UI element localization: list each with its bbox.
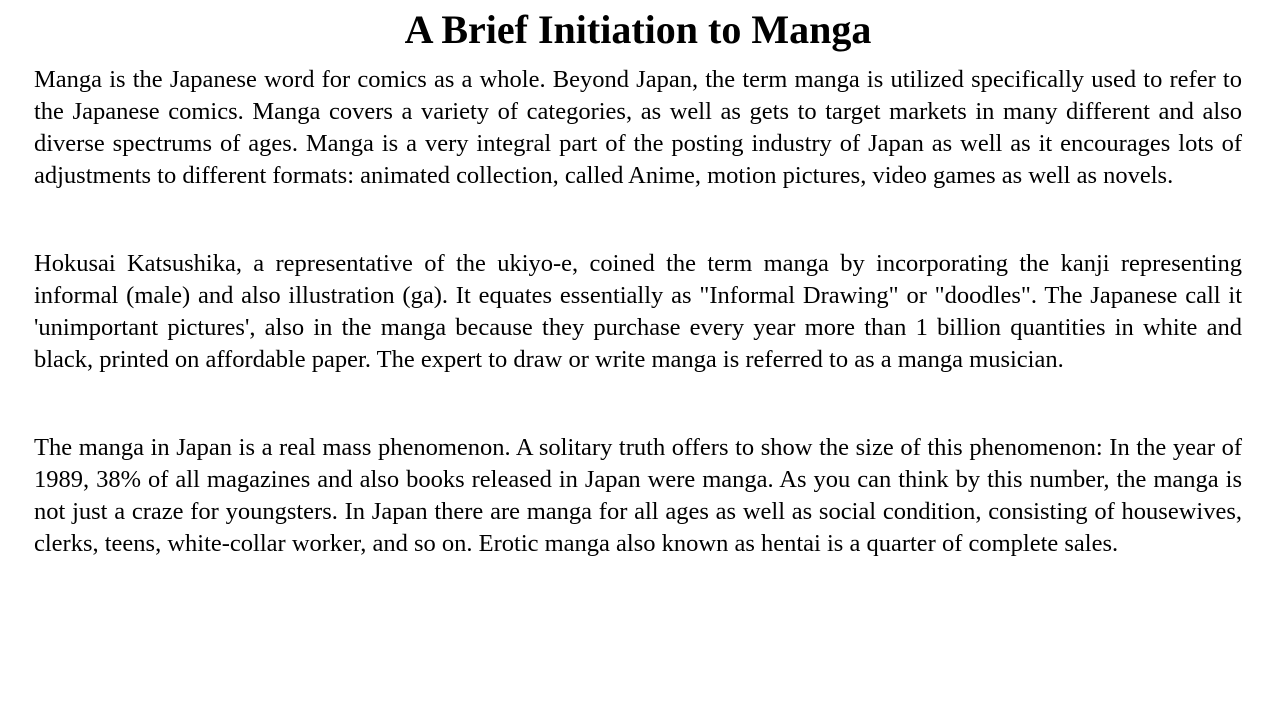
paragraph-3: The manga in Japan is a real mass phenomenon. A solitary truth offers to show the size of this phenomenon: In the year of 1989, 38% of all magazines and also books released in Japan were manga. As you can think by this number, the manga is not just a craze for youngsters. In Japan there are manga for all ages as well as social condition, consisting of housewives, clerks, teens, white-collar worker, and so on. Erotic manga also known as hentai is a quarter of complete sales. [34, 434, 1242, 557]
paragraph-1: Manga is the Japanese word for comics as a whole. Beyond Japan, the term manga is utilized specifically used to refer to the Japanese comics. Manga covers a variety of categories, as well as gets to target markets in many different and also diverse spectrums of ages. Manga is a very integral part of the posting industry of Japan as well as it encourages lots of adjustments to different formats: animated collection, called Anime, motion pictures, video games as well as novels. [34, 66, 1242, 189]
paragraph-2: Hokusai Katsushika, a representative of the ukiyo-e, coined the term manga by incorporating the kanji representing informal (male) and also illustration (ga). It equates essentially as "Informal Drawing" or "doodles". The Japanese call it 'unimportant pictures', also in the manga because they purchase every year more than 1 billion quantities in white and black, printed on affordable paper. The expert to draw or write manga is referred to as a manga musician. [34, 250, 1242, 373]
page-title: A Brief Initiation to Manga [404, 7, 872, 52]
